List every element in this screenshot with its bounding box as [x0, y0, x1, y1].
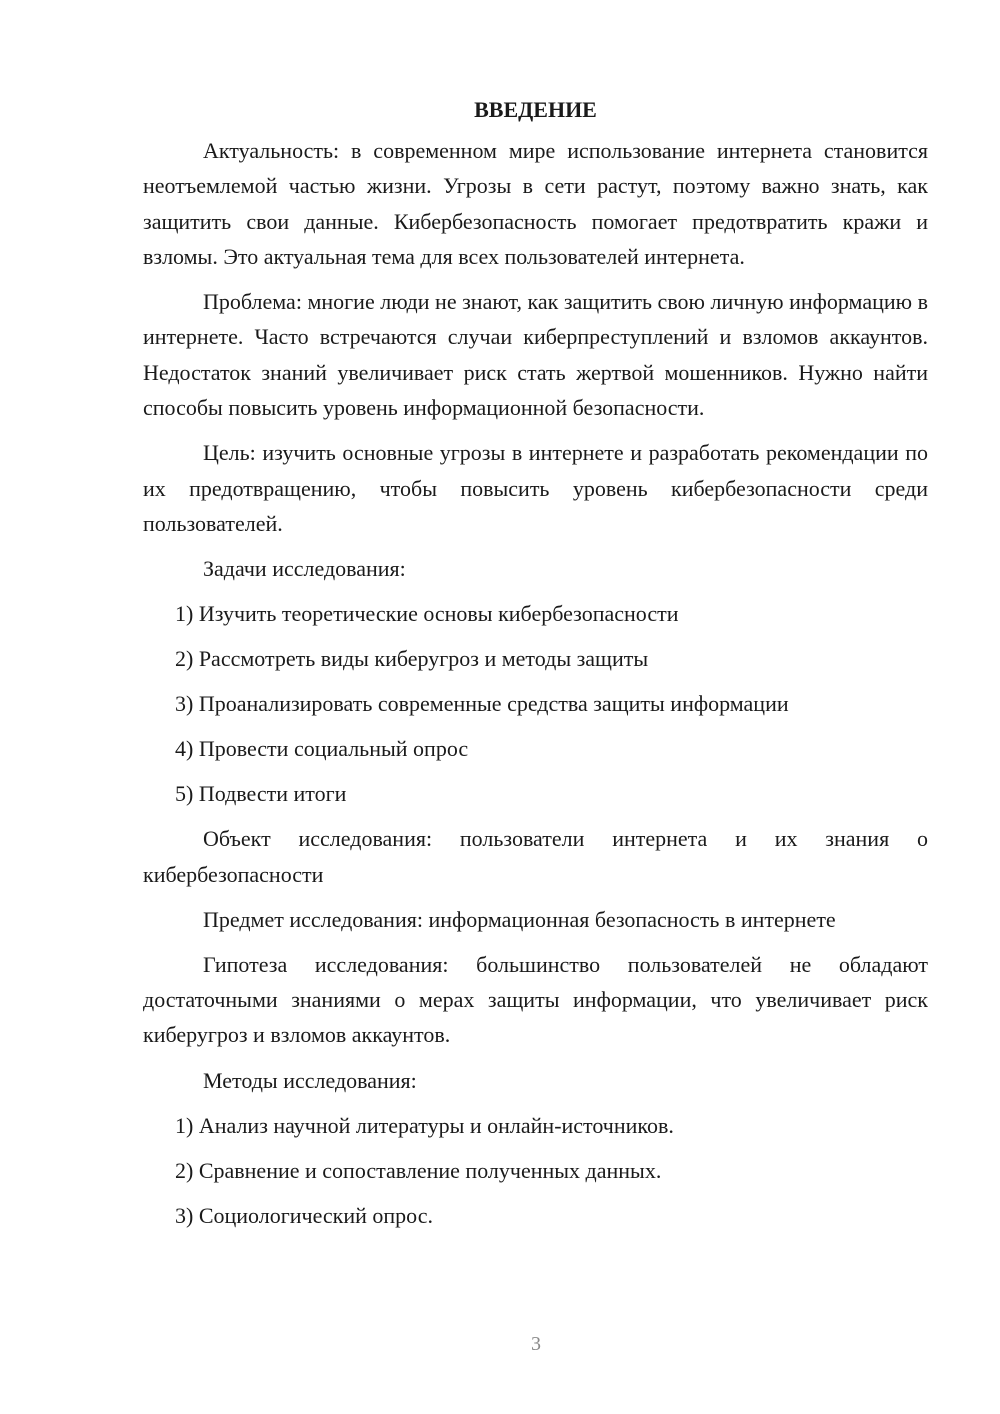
problem-paragraph: Проблема: многие люди не знают, как защитить свою личную информацию в интернете. Часто встречаются случаи киберпреступлений и взломов аккаунтов. Недостаток знаний увеличивает риск стать жертвой мошенников. Нужно найти способы повысить уровень информационной безопасности. — [143, 289, 928, 421]
tasks-list — [143, 596, 928, 811]
task-item: 4) Провести социальный опрос — [175, 736, 469, 762]
relevance-paragraph: Актуальность: в современном мире использование интернета становится неотъемлемой частью жизни. Угрозы в сети растут, поэтому важно знать, как защитить свои данные. Кибербезопасность помогает предотвратить кражи и взломы. Это актуальная тема для всех пользователей интернета. — [143, 138, 928, 269]
methods-heading: Методы исследования: — [203, 1067, 417, 1093]
object-paragraph: Объект исследования: пользователи интернета и их знания о кибербезопасности — [143, 826, 928, 887]
method-item: 3) Социологический опрос. — [175, 1202, 433, 1228]
methods-list — [143, 1108, 928, 1233]
page-number: 3 — [531, 1333, 541, 1355]
subject-paragraph: Предмет исследования: информационная безопасность в интернете — [203, 906, 836, 932]
method-item: 2) Сравнение и сопоставление полученных данных. — [175, 1157, 662, 1183]
task-item: 2) Рассмотреть виды киберугроз и методы защиты — [175, 646, 649, 672]
task-item: 1) Изучить теоретические основы кибербезопасности — [175, 601, 679, 627]
task-item: 5) Подвести итоги — [175, 781, 347, 807]
document-title: ВВЕДЕНИЕ — [474, 97, 597, 122]
method-item: 1) Анализ научной литературы и онлайн-источников. — [175, 1112, 674, 1138]
hypothesis-paragraph: Гипотеза исследования: большинство пользователей не обладают достаточными знаниями о мерах защиты информации, что увеличивает риск киберугроз и взломов аккаунтов. — [143, 951, 928, 1048]
tasks-heading: Задачи исследования: — [203, 556, 406, 582]
goal-paragraph: Цель: изучить основные угрозы в интернете и разработать рекомендации по их предотвращению, чтобы повысить уровень кибербезопасности среди пользователей. — [143, 440, 928, 536]
task-item: 3) Проанализировать современные средства защиты информации — [175, 691, 789, 717]
document-page — [143, 92, 928, 1243]
